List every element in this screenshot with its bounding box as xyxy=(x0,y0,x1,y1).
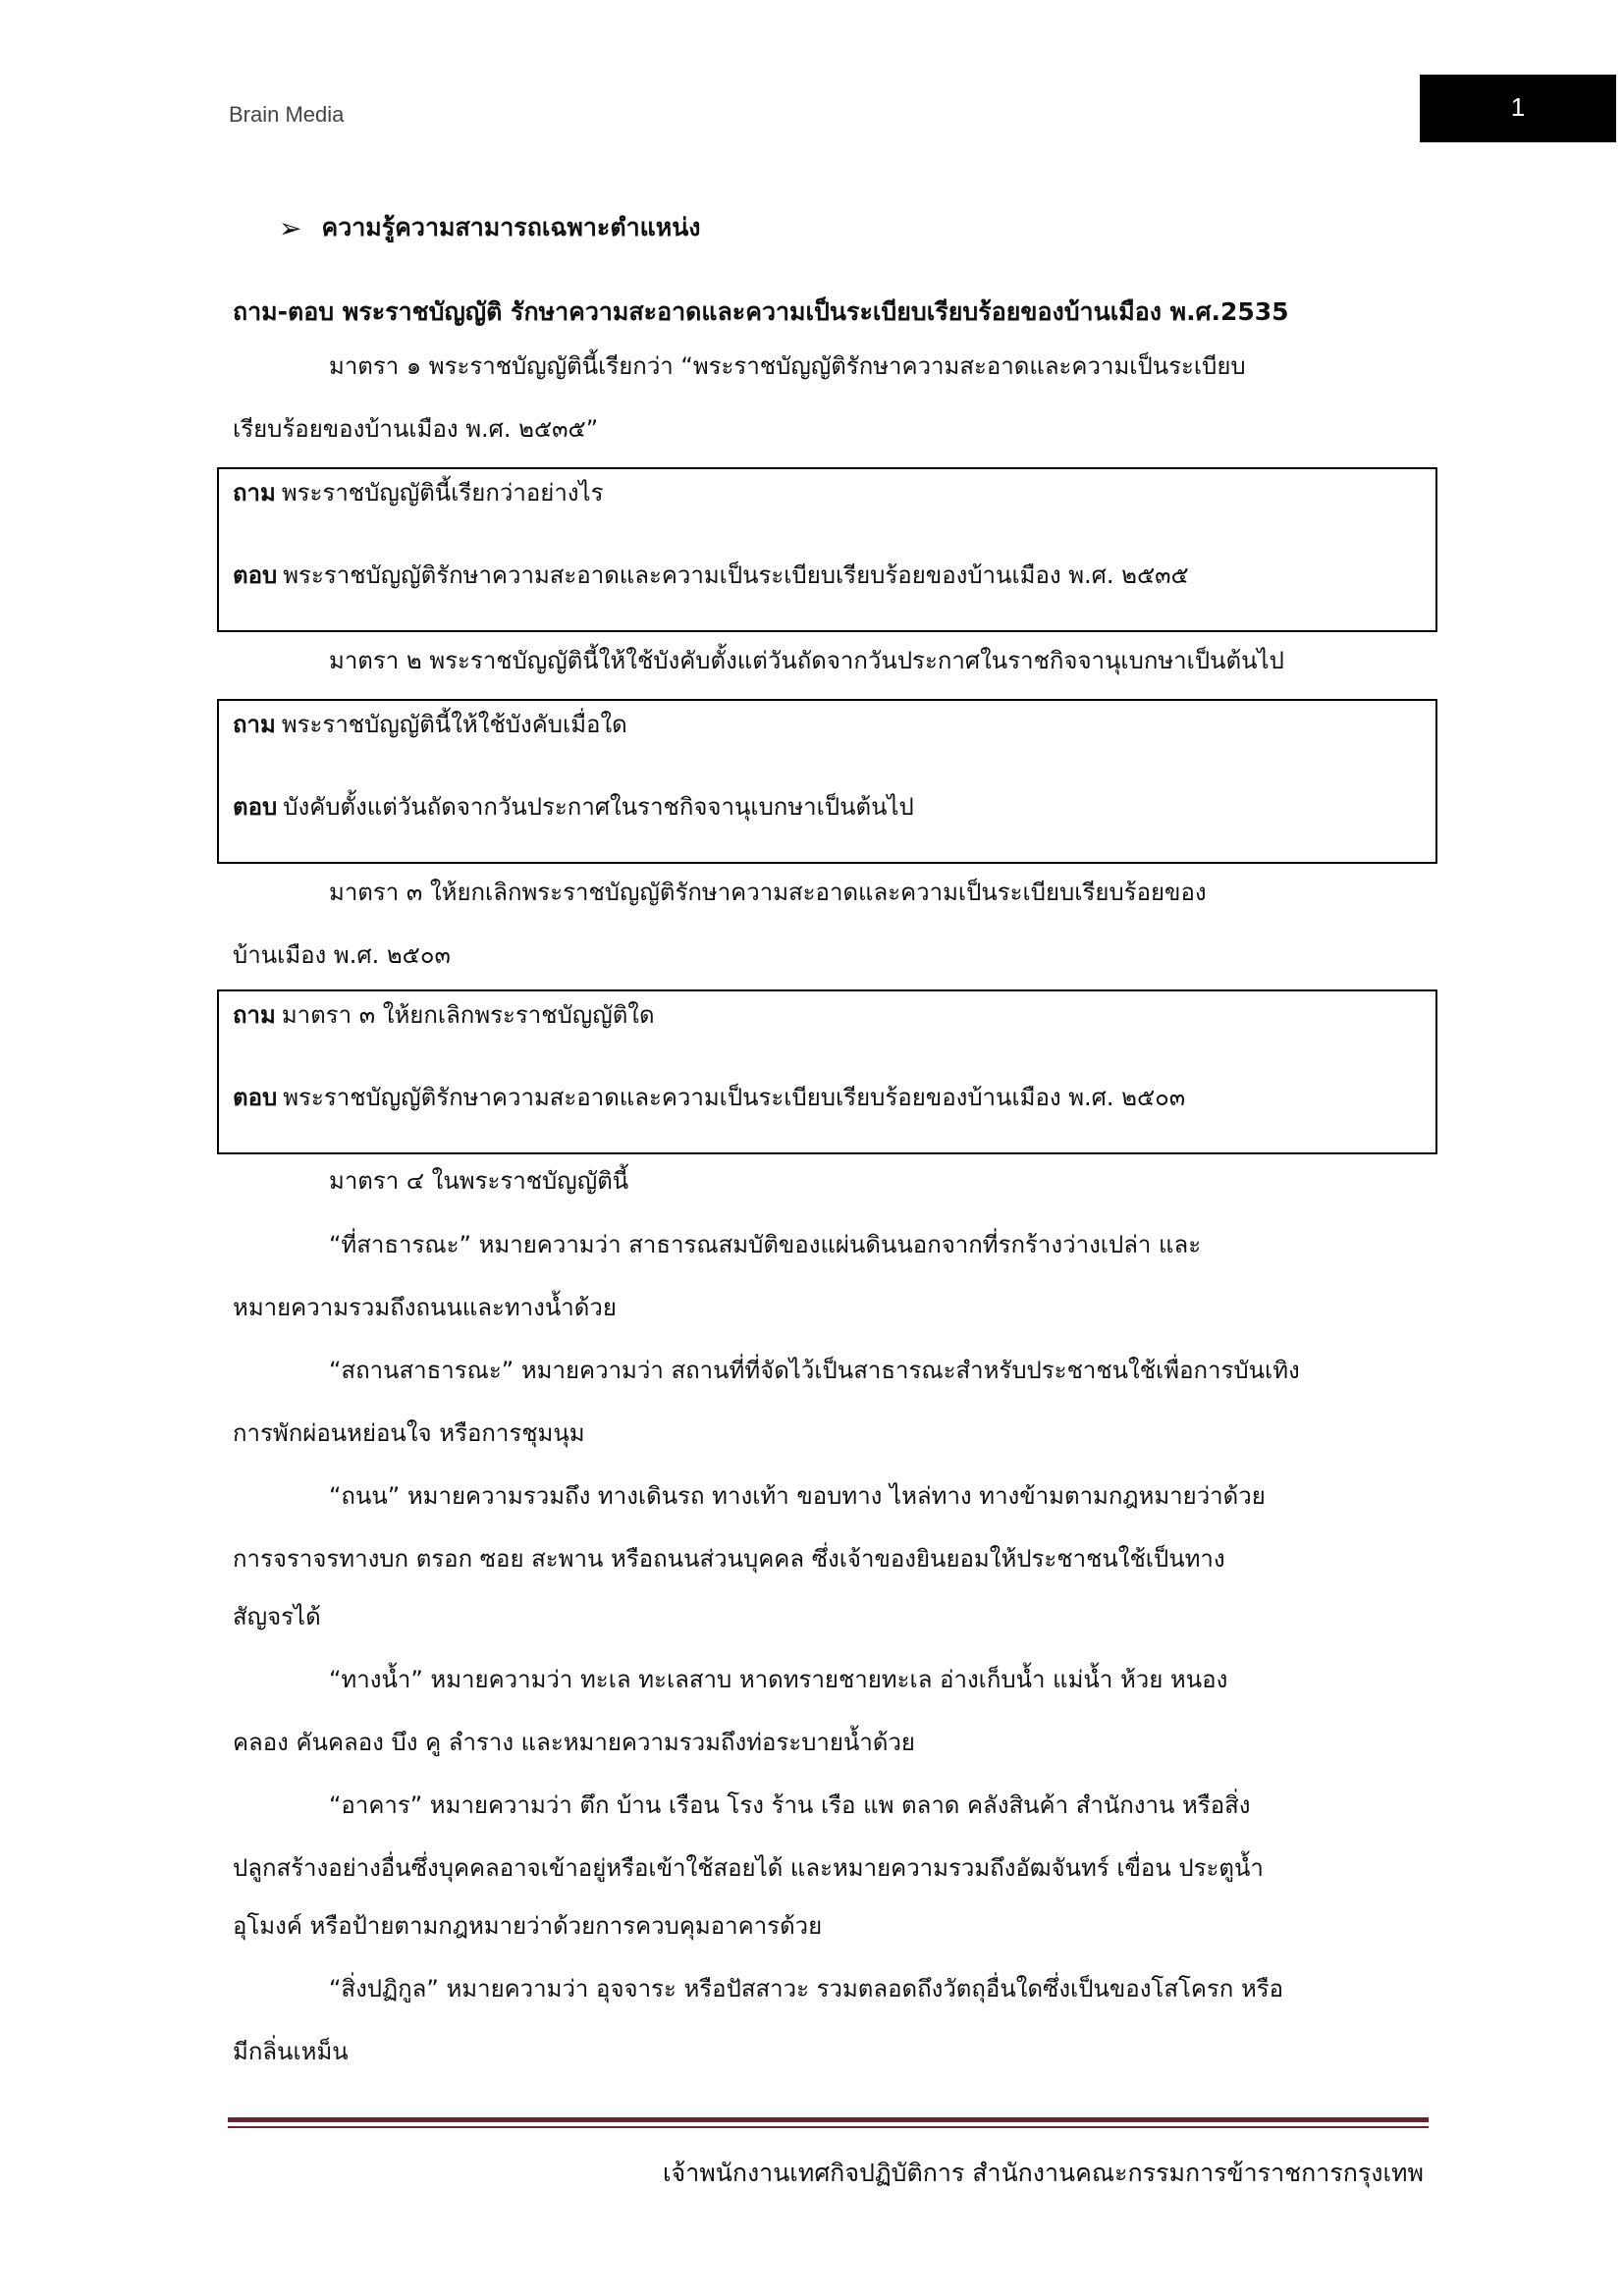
brand-name: Brain Media xyxy=(229,102,345,127)
question-label: ถาม xyxy=(233,1001,276,1029)
question-label: ถาม xyxy=(233,711,276,738)
qa-box-3 xyxy=(217,989,1437,1154)
def-public-place-line-2: หมายความรวมถึงถนนและทางน้ำด้วย xyxy=(233,1294,617,1321)
def-road-line-2: การจราจรทางบก ตรอก ซอย สะพาน หรือถนนส่วนบุคคล ซึ่งเจ้าของยินยอมให้ประชาชนใช้เป็นทาง xyxy=(233,1545,1225,1573)
answer-label: ตอบ xyxy=(233,1084,278,1111)
qa-box-2 xyxy=(217,699,1437,864)
qa-box-1 xyxy=(217,467,1437,632)
def-waste-line-2: มีกลิ่นเหม็น xyxy=(233,2038,349,2065)
question-text: พระราชบัญญัตินี้ให้ใช้บังคับเมื่อใด xyxy=(281,711,627,738)
section-3-line-2: บ้านเมือง พ.ศ. ๒๕๐๓ xyxy=(233,941,451,969)
answer-text: บังคับตั้งแต่วันถัดจากวันประกาศในราชกิจจานุเบกษาเป็นต้นไป xyxy=(283,793,914,821)
def-waste-line-1: “สิ่งปฏิกูล” หมายความว่า อุจจาระ หรือปัสสาวะ รวมตลอดถึงวัตถุอื่นใดซึ่งเป็นของโสโครก หรือ xyxy=(329,1975,1284,2002)
def-building-line-2: ปลูกสร้างอย่างอื่นซึ่งบุคคลอาจเข้าอยู่หรือเข้าใช้สอยได้ และหมายความรวมถึงอัฒจันทร์ เขื่อน ประตูน้ำ xyxy=(233,1854,1264,1882)
def-public-place-line-1: “ที่สาธารณะ” หมายความว่า สาธารณสมบัติของแผ่นดินนอกจากที่รกร้างว่างเปล่า และ xyxy=(329,1231,1202,1258)
footer-divider-thin xyxy=(228,2126,1429,2128)
def-building-line-3: อุโมงค์ หรือป้ายตามกฎหมายว่าด้วยการควบคุมอาคารด้วย xyxy=(233,1912,823,1940)
qa-2-question xyxy=(233,710,627,739)
def-public-venue-line-1: “สถานสาธารณะ” หมายความว่า สถานที่ที่จัดไว้เป็นสาธารณะสำหรับประชาชนใช้เพื่อการบันเทิง xyxy=(329,1357,1300,1384)
section-heading-text: ความรู้ความสามารถเฉพาะตำแหน่ง xyxy=(321,213,701,241)
section-4-intro: มาตรา ๔ ในพระราชบัญญัตินี้ xyxy=(329,1167,629,1195)
section-1-line-2: เรียบร้อยของบ้านเมือง พ.ศ. ๒๕๓๕” xyxy=(233,415,599,443)
def-public-venue-line-2: การพักผ่อนหย่อนใจ หรือการชุมนุม xyxy=(233,1419,585,1447)
qa-2-answer xyxy=(233,792,914,822)
section-2-line-1: มาตรา ๒ พระราชบัญญัตินี้ให้ใช้บังคับตั้งแต่วันถัดจากวันประกาศในราชกิจจานุเบกษาเป็นต้นไป xyxy=(329,647,1284,674)
qa-1-answer xyxy=(233,561,1189,590)
page-number: 1 xyxy=(1510,92,1526,122)
def-waterway-line-1: “ทางน้ำ” หมายความว่า ทะเล ทะเลสาบ หาดทรายชายทะเล อ่างเก็บน้ำ แม่น้ำ ห้วย หนอง xyxy=(329,1666,1228,1693)
answer-text: พระราชบัญญัติรักษาความสะอาดและความเป็นระเบียบเรียบร้อยของบ้านเมือง พ.ศ. ๒๕๓๕ xyxy=(283,561,1189,589)
answer-label: ตอบ xyxy=(233,793,278,821)
footer-text: เจ้าพนักงานเทศกิจปฏิบัติการ สำนักงานคณะกรรมการข้าราชการกรุงเทพ xyxy=(663,2159,1424,2187)
qa-1-question xyxy=(233,478,603,507)
qa-3-answer xyxy=(233,1083,1185,1112)
def-waterway-line-2: คลอง คันคลอง บึง คู ลำราง และหมายความรวมถึงท่อระบายน้ำด้วย xyxy=(233,1729,915,1756)
page-number-badge xyxy=(1420,75,1616,142)
question-text: พระราชบัญญัตินี้เรียกว่าอย่างไร xyxy=(281,479,604,507)
section-heading xyxy=(279,208,701,247)
answer-text: พระราชบัญญัติรักษาความสะอาดและความเป็นระเบียบเรียบร้อยของบ้านเมือง พ.ศ. ๒๕๐๓ xyxy=(283,1084,1186,1111)
arrow-bullet-icon: ➢ xyxy=(279,211,302,244)
def-road-line-1: “ถนน” หมายความรวมถึง ทางเดินรถ ทางเท้า ขอบทาง ไหล่ทาง ทางข้ามตามกฎหมายว่าด้วย xyxy=(329,1482,1266,1510)
section-1-line-1: มาตรา ๑ พระราชบัญญัตินี้เรียกว่า “พระราชบัญญัติรักษาความสะอาดและความเป็นระเบียบ xyxy=(329,352,1246,380)
qa-3-question xyxy=(233,1000,655,1030)
answer-label: ตอบ xyxy=(233,561,278,589)
section-3-line-1: มาตรา ๓ ให้ยกเลิกพระราชบัญญัติรักษาความสะอาดและความเป็นระเบียบเรียบร้อยของ xyxy=(329,879,1207,906)
document-title: ถาม-ตอบ พระราชบัญญัติ รักษาความสะอาดและความเป็นระเบียบเรียบร้อยของบ้านเมือง พ.ศ.2535 xyxy=(233,297,1289,326)
def-building-line-1: “อาคาร” หมายความว่า ตึก บ้าน เรือน โรง ร้าน เรือ แพ ตลาด คลังสินค้า สำนักงาน หรือสิ่ง xyxy=(329,1791,1251,1819)
question-label: ถาม xyxy=(233,479,276,507)
question-text: มาตรา ๓ ให้ยกเลิกพระราชบัญญัติใด xyxy=(281,1001,655,1029)
def-road-line-3: สัญจรได้ xyxy=(233,1603,321,1630)
footer-divider xyxy=(228,2117,1429,2122)
